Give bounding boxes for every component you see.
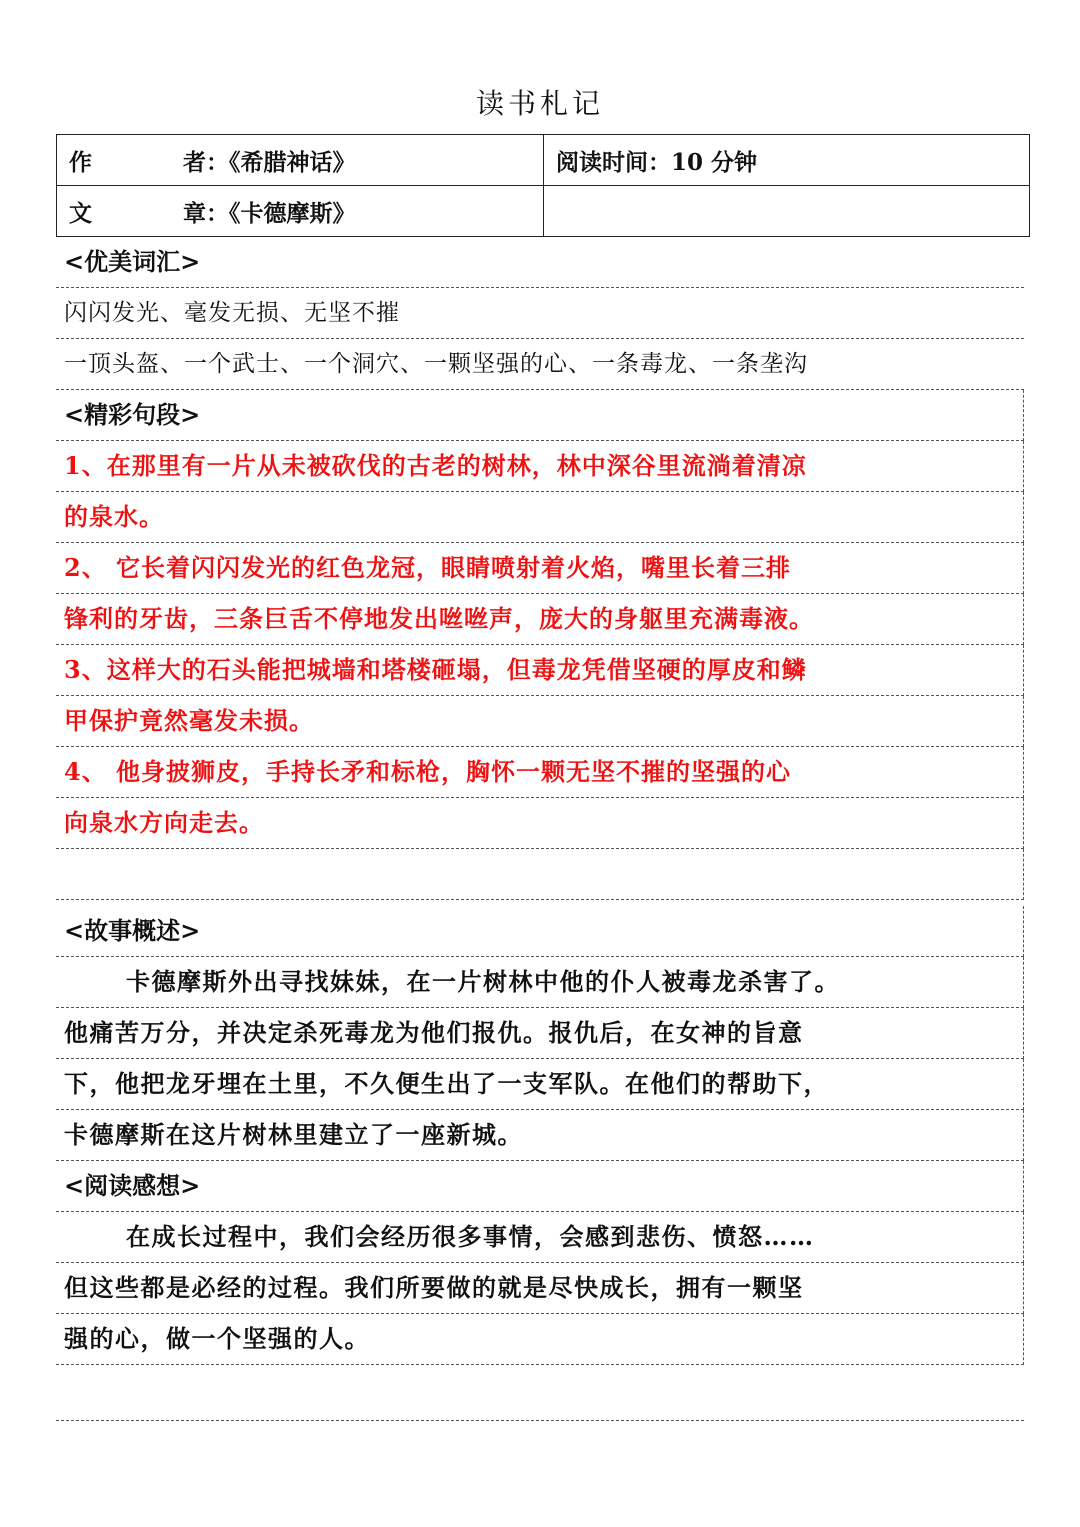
- article-key-2: 章：: [183, 199, 229, 227]
- summary-line: 他痛苦万分，并决定杀死毒龙为他们报仇。报仇后，在女神的旨意: [56, 1008, 1024, 1059]
- sentence-line-blank: [56, 849, 1024, 900]
- sentence-line: 甲保护竟然毫发未损。: [56, 696, 1024, 747]
- thoughts-line: 但这些都是必经的过程。我们所要做的就是尽快成长，拥有一颗坚: [56, 1263, 1024, 1314]
- sentence-line: 锋利的牙齿，三条巨舌不停地发出咝咝声，庞大的身躯里充满毒液。: [56, 594, 1024, 645]
- sentence-line: 3、这样大的石头能把城墙和塔楼砸塌，但毒龙凭借坚硬的厚皮和鳞: [56, 645, 1024, 696]
- sentence-line: 2、 它长着闪闪发光的红色龙冠，眼睛喷射着火焰，嘴里长着三排: [56, 543, 1024, 594]
- summary-line: 卡德摩斯在这片树林里建立了一座新城。: [56, 1110, 1024, 1161]
- summary-header: <故事概述>: [56, 906, 1024, 957]
- reading-time-label: 阅读时间：: [556, 148, 671, 176]
- author-value: 《希腊神话》: [229, 148, 356, 176]
- sentence-line: 向泉水方向走去。: [56, 798, 1024, 849]
- vocab-header: <优美词汇>: [56, 237, 1024, 288]
- sentence-line: 1、在那里有一片从未被砍伐的古老的树林，林中深谷里流淌着清凉: [56, 441, 1024, 492]
- sentences-header: <精彩句段>: [56, 390, 1024, 441]
- author-key: 作: [69, 148, 92, 176]
- empty-cell: [544, 186, 1030, 237]
- reading-time-value: 10 分钟: [671, 148, 758, 176]
- vocab-line: 闪闪发光、毫发无损、无坚不摧: [56, 288, 1024, 339]
- article-cell: [57, 186, 544, 237]
- info-table: [56, 134, 1030, 237]
- page-title: 读书札记: [475, 87, 604, 120]
- summary-line: 卡德摩斯外出寻找妹妹，在一片树林中他的仆人被毒龙杀害了。: [56, 957, 1024, 1008]
- author-cell: [57, 135, 544, 186]
- sentence-line: 4、 他身披狮皮，手持长矛和标枪，胸怀一颗无坚不摧的坚强的心: [56, 747, 1024, 798]
- summary-line: 下，他把龙牙埋在土里，不久便生出了一支军队。在他们的帮助下，: [56, 1059, 1024, 1110]
- vocab-line: 一顶头盔、一个武士、一个洞穴、一颗坚强的心、一条毒龙、一条垄沟: [56, 339, 1024, 390]
- thoughts-header: <阅读感想>: [56, 1161, 1024, 1212]
- author-key-2: 者：: [183, 148, 229, 176]
- sentence-line: 的泉水。: [56, 492, 1024, 543]
- thoughts-line: 在成长过程中，我们会经历很多事情，会感到悲伤、愤怒……: [56, 1212, 1024, 1263]
- reading-time-cell: [544, 135, 1030, 186]
- article-key: 文: [69, 199, 92, 227]
- article-value: 《卡德摩斯》: [229, 199, 356, 227]
- thoughts-line: 强的心，做一个坚强的人。: [56, 1314, 1024, 1365]
- thoughts-line-blank: [56, 1370, 1024, 1421]
